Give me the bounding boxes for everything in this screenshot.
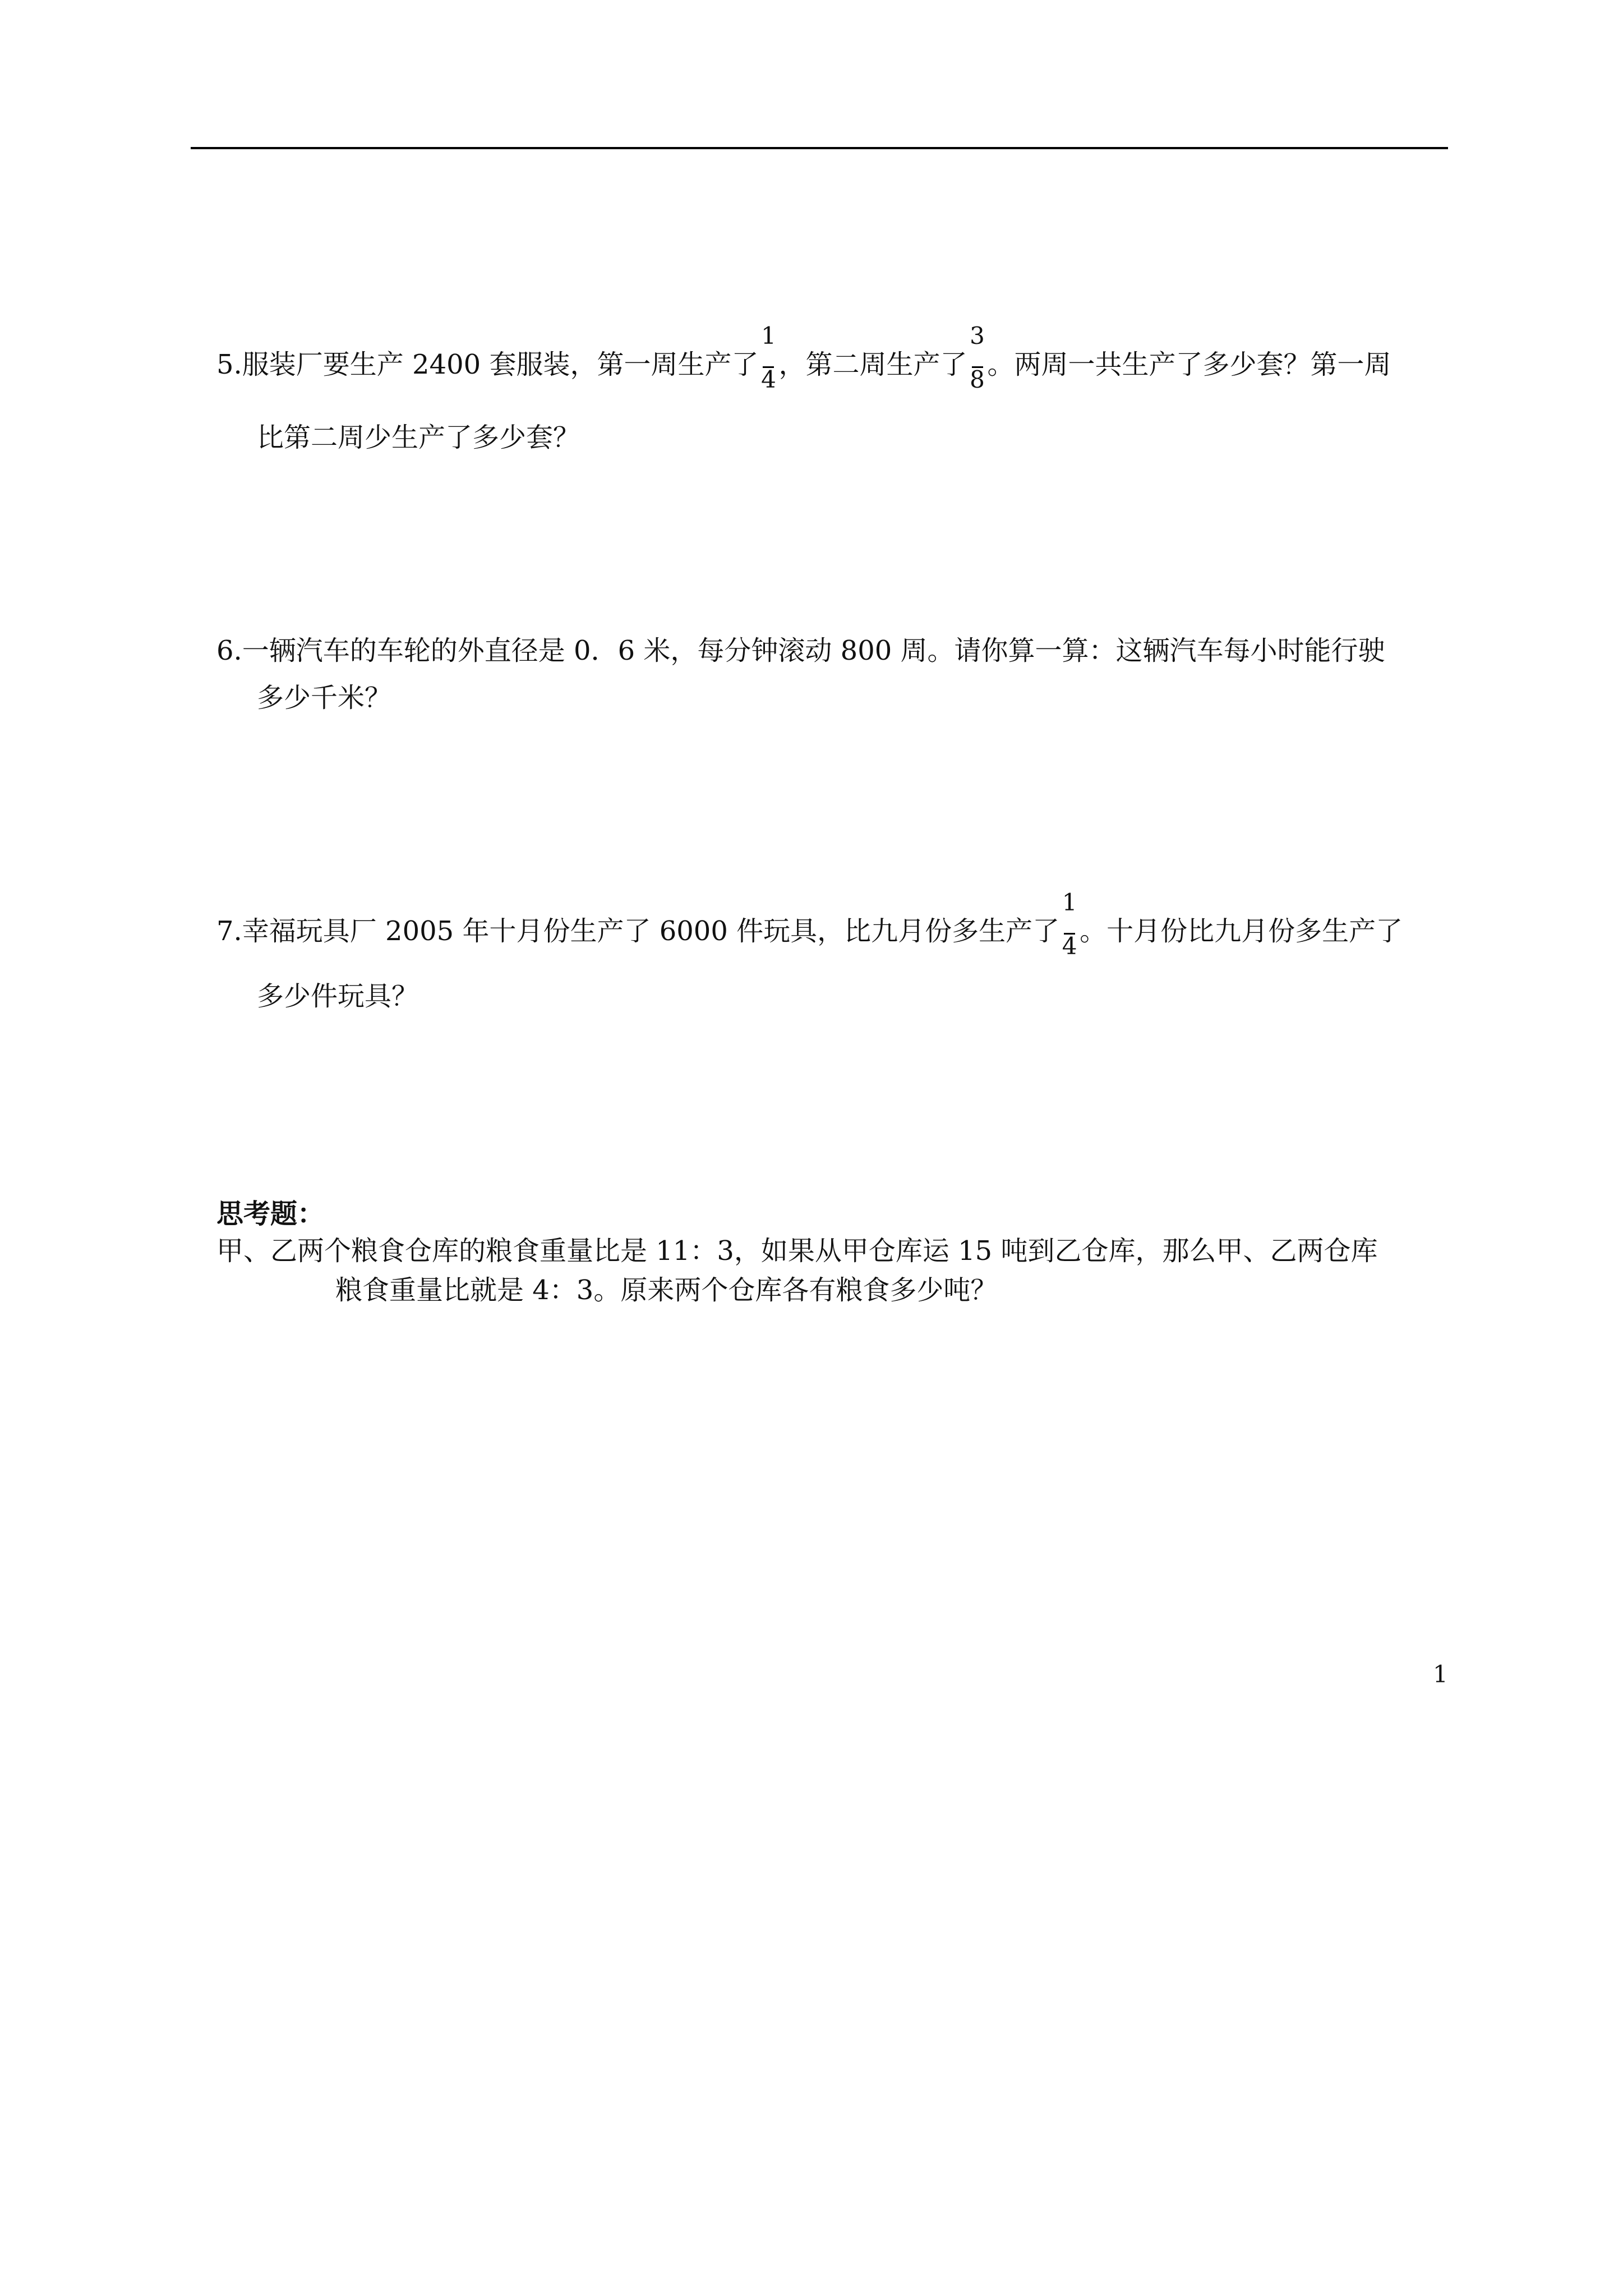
- header-rule: [191, 147, 1448, 149]
- thinking-question-line-2: 粮食重量比就是 4：3。原来两个仓库各有粮食多少吨？: [335, 1274, 998, 1306]
- fraction-denominator: 4: [761, 365, 776, 393]
- thinking-question-line-1: 甲、乙两个粮食仓库的粮食重量比是 11：3，如果从甲仓库运 15 吨到乙仓库，那么甲、乙两仓库: [216, 1235, 1378, 1267]
- fraction-numerator: 1: [761, 321, 776, 349]
- fraction-numerator: 1: [1062, 888, 1077, 916]
- fraction-three-eighths: [969, 321, 986, 393]
- problem-7-line-2: 多少件玩具？: [257, 981, 419, 1012]
- problem-5-text-a: 5.服装厂要生产 2400 套服装，第一周生产了: [216, 349, 759, 380]
- problem-7-text-a: 7.幸福玩具厂 2005 年十月份生产了 6000 件玩具，比九月份多生产了: [216, 915, 1060, 947]
- problem-7-line-1: [216, 888, 1403, 960]
- thinking-question-title: 思考题：: [216, 1198, 325, 1230]
- problem-5-text-b: ，第二周生产了: [778, 349, 967, 380]
- problem-6-line-2: 多少千米？: [257, 682, 392, 714]
- problem-6-line-1: 6.一辆汽车的车轮的外直径是 0．6 米，每分钟滚动 800 周。请你算一算：这辆汽车每小时能行驶: [216, 635, 1385, 666]
- fraction-numerator: 3: [970, 321, 985, 349]
- problem-5-text-c: 。两周一共生产了多少套？第一周: [987, 349, 1391, 380]
- problem-7-text-b: 。十月份比九月份多生产了: [1080, 915, 1403, 947]
- fraction-one-quarter: [759, 321, 777, 393]
- fraction-denominator: 4: [1062, 932, 1077, 960]
- problem-5-line-1: [216, 321, 1391, 393]
- page-number: 1: [1433, 1660, 1448, 1688]
- fraction-denominator: 8: [970, 365, 985, 393]
- problem-5-line-2: 比第二周少生产了多少套？: [257, 422, 580, 453]
- fraction-one-quarter: [1061, 888, 1078, 960]
